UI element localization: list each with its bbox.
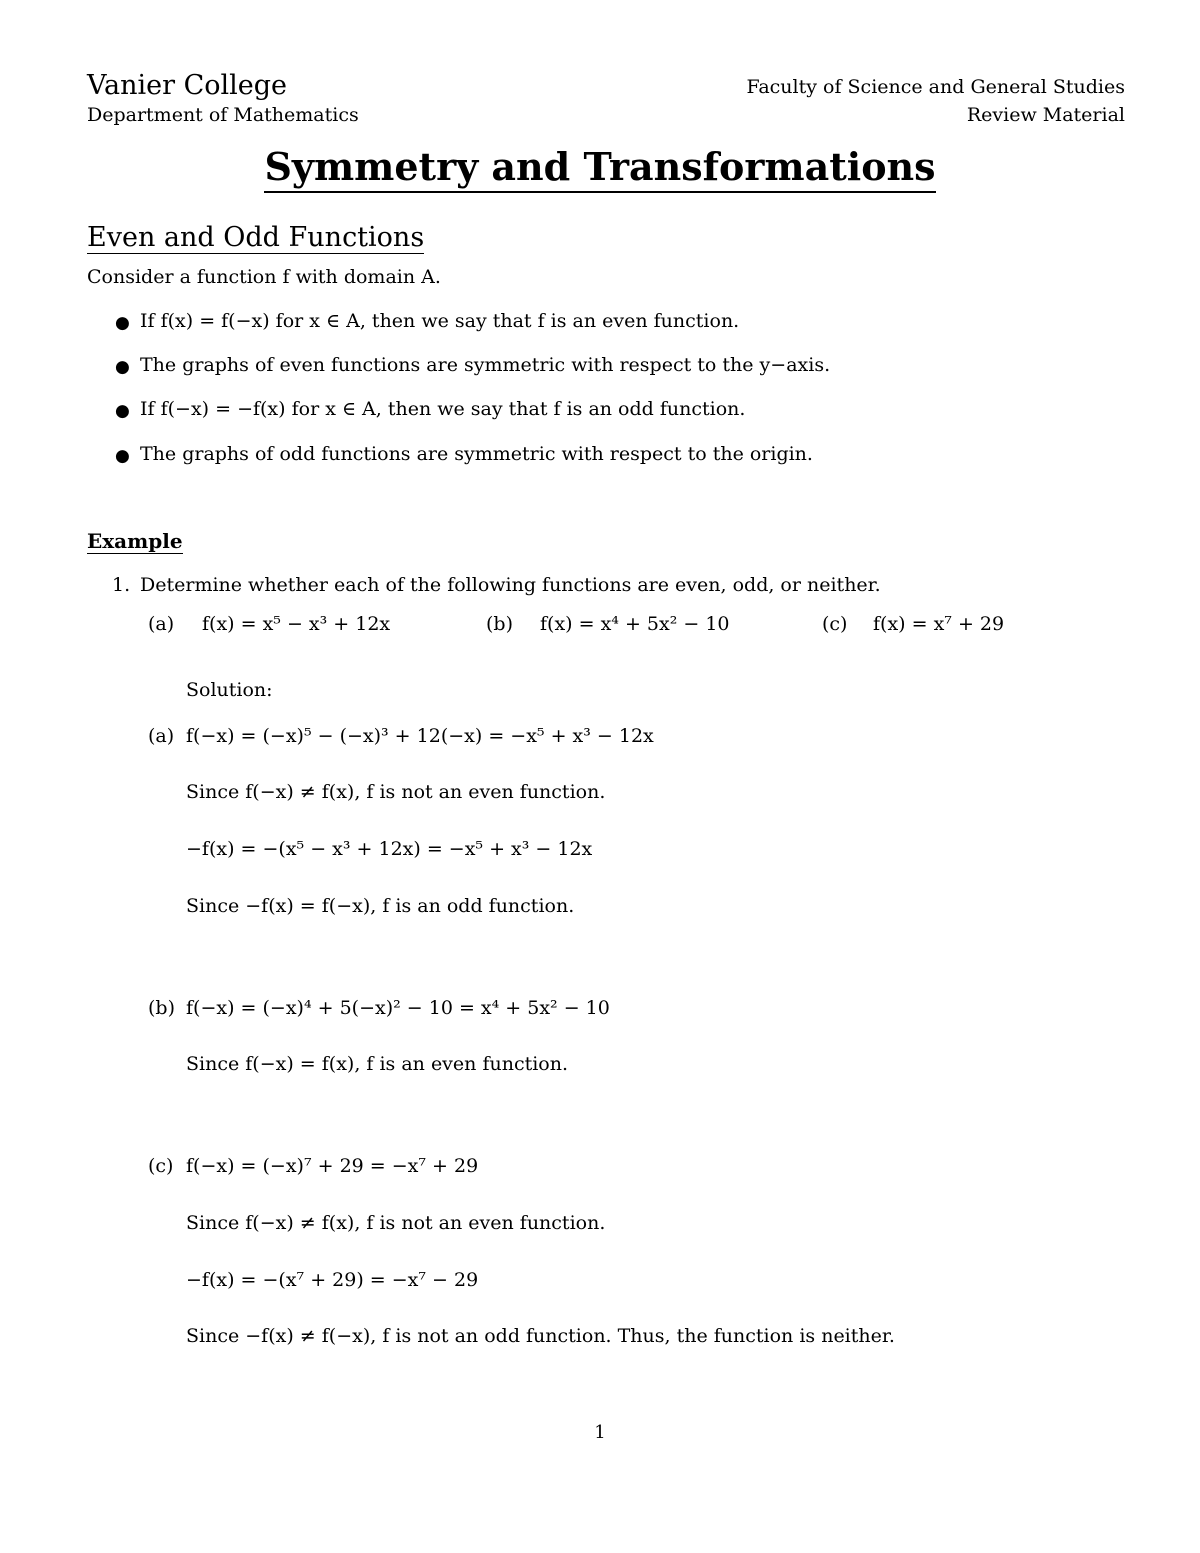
bullet-item: The graphs of odd functions are symmetric with respect to the origin. [140, 443, 813, 465]
solution-line: −f(x) = −(x⁷ + 29) = −x⁷ − 29 [186, 1269, 479, 1291]
solution-part-label: (a) [148, 725, 175, 747]
solution-line: Since f(−x) ≠ f(x), f is not an even function. [186, 1212, 606, 1234]
part-label: (a) [148, 613, 175, 635]
solution-line: Since −f(x) = f(−x), f is an odd function. [186, 895, 575, 917]
bullet-icon: ● [115, 313, 130, 333]
solution-line: Since f(−x) ≠ f(x), f is not an even function. [186, 781, 606, 803]
bullet-icon: ● [115, 357, 130, 377]
problem-number: 1. [112, 574, 131, 596]
solution-line: f(−x) = (−x)⁴ + 5(−x)² − 10 = x⁴ + 5x² − 10 [186, 997, 610, 1019]
department-name: Department of Mathematics [87, 104, 359, 126]
solution-part-label: (b) [148, 997, 175, 1019]
solution-line: −f(x) = −(x⁵ − x³ + 12x) = −x⁵ + x³ − 12x [186, 838, 593, 860]
example-heading-text: Example [87, 529, 183, 553]
solution-label: Solution: [186, 679, 273, 701]
bullet-item: If f(−x) = −f(x) for x ∈ A, then we say that f is an odd function. [140, 398, 746, 420]
solution-part-label: (c) [148, 1155, 174, 1177]
bullet-item: If f(x) = f(−x) for x ∈ A, then we say that f is an even function. [140, 310, 740, 332]
page-title [0, 144, 1200, 189]
section-intro: Consider a function f with domain A. [87, 266, 441, 288]
part-expression: f(x) = x⁴ + 5x² − 10 [540, 613, 730, 635]
part-label: (c) [822, 613, 848, 635]
part-expression: f(x) = x⁵ − x³ + 12x [202, 613, 391, 635]
solution-line: f(−x) = (−x)⁵ − (−x)³ + 12(−x) = −x⁵ + x³ − 12x [186, 725, 654, 747]
college-name: Vanier College [87, 70, 288, 101]
bullet-icon: ● [115, 446, 130, 466]
page-title-text: Symmetry and Transformations [264, 144, 935, 193]
faculty-name: Faculty of Science and General Studies [746, 76, 1125, 98]
page-number: 1 [594, 1422, 606, 1443]
part-label: (b) [486, 613, 513, 635]
part-expression: f(x) = x⁷ + 29 [873, 613, 1005, 635]
example-heading [87, 529, 183, 553]
problem-text: Determine whether each of the following functions are even, odd, or neither. [140, 574, 881, 596]
solution-line: Since −f(x) ≠ f(−x), f is not an odd function. Thus, the function is neither. [186, 1325, 895, 1347]
material-type: Review Material [966, 104, 1125, 126]
bullet-icon: ● [115, 401, 130, 421]
section-heading [87, 222, 424, 253]
section-heading-text: Even and Odd Functions [87, 222, 425, 253]
solution-line: Since f(−x) = f(x), f is an even function. [186, 1053, 569, 1075]
bullet-item: The graphs of even functions are symmetric with respect to the y−axis. [140, 354, 831, 376]
solution-line: f(−x) = (−x)⁷ + 29 = −x⁷ + 29 [186, 1155, 479, 1177]
